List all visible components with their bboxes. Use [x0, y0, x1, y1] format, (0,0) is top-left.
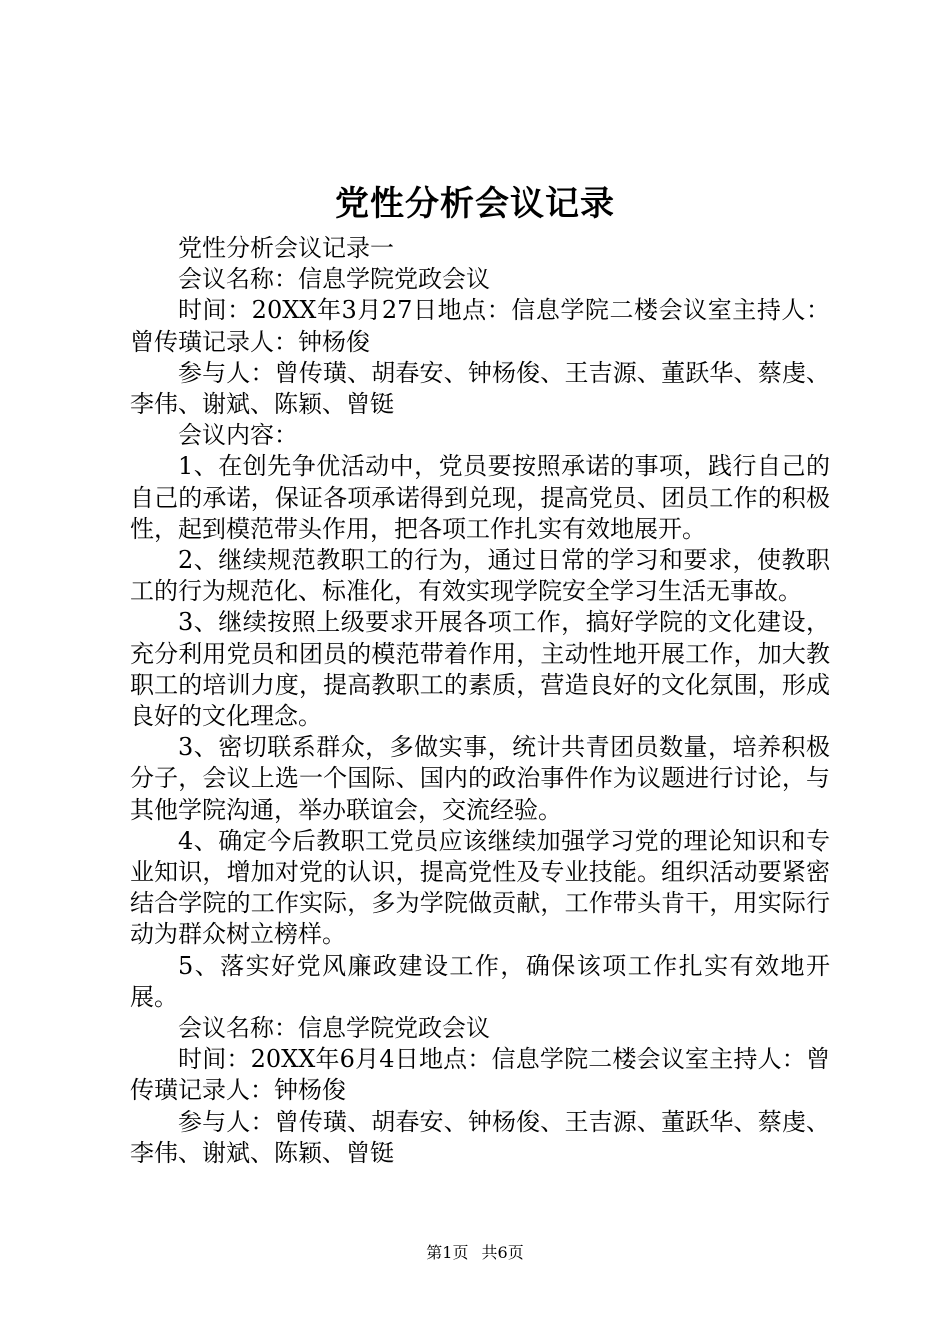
paragraph: 1、在创先争优活动中，党员要按照承诺的事项，践行自己的自己的承诺，保证各项承诺得到兑现，提高党员、团员工作的积极性，起到模范带头作用，把各项工作扎实有效地展开。 [130, 452, 830, 543]
paragraph: 4、确定今后教职工党员应该继续加强学习党的理论知识和专业知识，增加对党的认识，提高党性及专业技能。组织活动要紧密结合学院的工作实际，多为学院做贡献，工作带头肯干，用实际行动为群众树立榜样。 [130, 826, 830, 949]
paragraph: 参与人：曾传璜、胡春安、钟杨俊、王吉源、董跃华、蔡虔、李伟、谢斌、陈颖、曾铤 [130, 1107, 830, 1167]
paragraph: 党性分析会议记录一 [178, 234, 394, 262]
paragraph: 时间：20XX年6月4日地点：信息学院二楼会议室主持人：曾传璜记录人：钟杨俊 [130, 1045, 830, 1105]
paragraph: 时间：20XX年3月27日地点：信息学院二楼会议室主持人：曾传璜记录人：钟杨俊 [130, 296, 830, 356]
paragraph: 会议名称：信息学院党政会议 [178, 1014, 490, 1043]
page-footer [0, 1243, 950, 1263]
paragraph: 5、落实好党风廉政建设工作，确保该项工作扎实有效地开展。 [130, 951, 830, 1011]
paragraph: 3、继续按照上级要求开展各项工作，搞好学院的文化建设，充分利用党员和团员的模范带着作用，主动性地开展工作，加大教职工的培训力度，提高教职工的素质，营造良好的文化氛围，形成良好的文化理念。 [130, 608, 830, 731]
paragraph: 参与人：曾传璜、胡春安、钟杨俊、王吉源、董跃华、蔡虔、李伟、谢斌、陈颖、曾铤 [130, 358, 830, 419]
paragraph: 会议名称：信息学院党政会议 [178, 265, 490, 294]
paragraph: 会议内容： [178, 421, 298, 450]
paragraph: 3、密切联系群众，多做实事，统计共青团员数量，培养积极分子，会议上选一个国际、国内的政治事件作为议题进行讨论，与其他学院沟通，举办联谊会，交流经验。 [130, 733, 830, 824]
page-total: 共6页 [481, 1243, 524, 1262]
paragraph: 2、继续规范教职工的行为，通过日常的学习和要求，使教职工的行为规范化、标准化，有效实现学院安全学习生活无事故。 [130, 546, 830, 606]
document-body [130, 233, 830, 1169]
document-title: 党性分析会议记录 [335, 184, 615, 224]
page-number: 第1页 [426, 1243, 469, 1262]
